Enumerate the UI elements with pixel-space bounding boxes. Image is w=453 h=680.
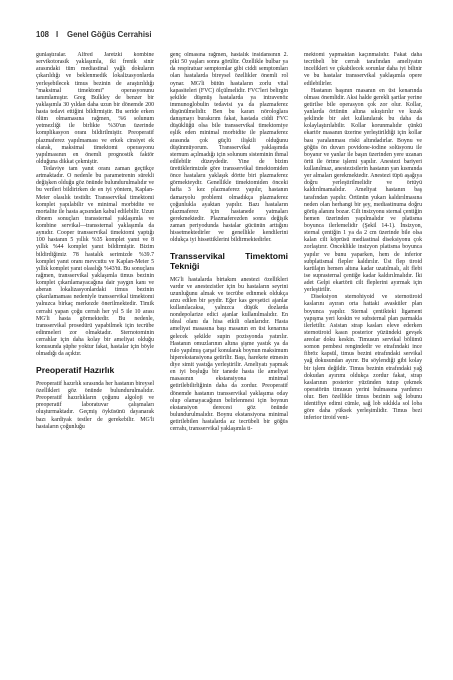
column-right bbox=[304, 52, 422, 652]
paragraph: Diseksiyon sternohiyoid ve sternotiroid kaslarını ayıran orta hattaki avasküler plan boyunca yapılır. Sternal çentikteki ligament yapışma yeri keskin ve substernal plan parmakla ilerletilir. Asistan strap kasları eleve ederken sternotiroid kasın posterior yüzündeki gevşek areolar doku keskin. Timusun servikal bölümü somon pembesi rengindedir ve etrafındaki ince fibröz kapsül, timus bezini etrafındaki servikal yağ dokusundan ayırır. Bu söylendiği gibi kolay bir işlem değildir. Timus bezinin etrafındaki yağ dokudan ayırımı oldukça zordur fakat, strap kaslarının posterior yüzünden tutup çekmek operatörün timusun yerini bulmasına yardımcı olur. Ben özellikle timus bezinin sağ lobunu identifiye edimi cümle, sağ lob sıklıkla sol loba göre daha yüksek yerleşimlidir. Timus bezi inferior tiroid veni- bbox=[304, 294, 422, 422]
paragraph: gunlaştıralar. Alfred Jaretzki kombine servikotorasik yaklaşımla, iki frenik sinir arasındaki tüm mediastinal yağlı dokuların çıkarıldığı ve beklenmedik lokalizasyonlarda yerleşebilecek timus bezinin de araştırıldığı "maksimal timektomi" operasyonunu tanımlamıştır. Greg Bulkley de benzer bir yaklaşımla 30 yıldan daha uzun bir dönemde 200 hasta tedavi ettiğini bildirmiştir. Bu seride erken ölüm olmamasına rağmen, %6 solunum yetmezliği ile birlikte %30'un üzerinde komplikasyon oranı bildirilmiştir. Preoperatif plazmaferez yapılmaması ve erkek cinsiyet ek olarak, maksimal timektomi operasyonu yapılmasının en önemli prognostik faktör olduğuna dikkat çekmiştir. bbox=[36, 52, 154, 165]
paragraph: Tedaviye tam yanıt oranı zaman geçtikçe artmaktadır. O nedenle bu parametrenin sürekli değişken olduğu göz önünde bulundurulmalıdır ve bu verileri bildirirken de en iyi yöntem, Kaplan-Meier olasılık testidir. Transservikal timektomi komplet yapılabilir ve minimal morbidite ve mortalite ile hasta açısından kabul edilebilir. Uzun dönem sonuçları transsternal yaklaşımla ve kombine servikal—transsternal yaklaşımla da aynıdır. Cooper transservikal timektomi yaptığı 100 hastanın 5 yıllık %35 komplet yanıt ve 8 yıllık %44 komplet yanıt bildirmiştir. Bizim bildirdiğimiz 78 hastalık serimizde %39.7 komplet yanıt oranı mevcuttu ve Kaplan-Meier 5 yıllık komplet yanıt olasılığı %43'tü. Bu sonuçlara rağmen, transservikal yaklaşımla timus bezinin komplet çıkarılamayacağına dair yaygın kanı ve aberan lokalizasyonlardaki timus bezinin çıkarılamaması nedeniyle transservikal timektomi yalnızca birkaç merkezde önerilmektedir. Timik cerrahi yapan çoğu cerrah her yıl 5 ile 10 arası MG'li hasta görmektedir. Bu nedenle, transservikal prosedürü yapabilmek için tecrübe edinmeleri zor olmaktadır. Sternotominin cerrahlar için daha kolay bir ameliyat olduğu konusunda şüphe yoktur fakat, hastalar için böyle olmadığı da açıktır. bbox=[36, 166, 154, 358]
column-left bbox=[36, 52, 154, 652]
column-middle bbox=[170, 52, 288, 652]
chapter-title: Genel Göğüs Cerrahisi bbox=[67, 30, 152, 39]
paragraph: MG'li hastalarda birtakım anestezi özellikleri vardır ve anestezistler için bu hastaların seyrini uzunluğunu almak ve tecrübe edinmek oldukça arzu edilen bir şeydir. Eğer kas gevşetici ajanlar kullanılacaksa, yalnızca düşük dozlarda nondepolarize edici ajanlar kullanılmalıdır. En ideal olanı da hisa etkili olanlarıdır. Hasta ameliyat masasına başı masanın en üst kenarına gelecek şekilde supin pozisyonda yatırılır. Hastanın omuzlarının altına şişme yastık ya da rulo yapılmış çarşaf konularak boynun maksimum hiperekstansiyona getirilir. Başı, harekete etmesin diye simit yastığa yerleştirilir. Ameliyatı yapmak en iyi boşluğu bir tanede hasta ile ameliyat masasının ekstansiyona minimal getirilebilirliğinin daha da zordur. Preoperatif dönemde hastanın transservikal yaklaşıma oday olup olamayacağının belirlenmesi için boynun ekstansiyon derecesi göz önünde bulundurulmalıdır. Boynu ekstansiyona minimal getirilebilen hastalarda az tecrübeli bir göğüs cerrahı, transservikal yaklaşımla ti- bbox=[170, 276, 288, 433]
running-header bbox=[36, 30, 419, 42]
paragraph: mektomi yapmaktan kaçınmalıdır. Fakat daha tecrübeli bir cerrah tarafından ameliyatın incelikleri ve çıkabilecek sorunlar daha iyi bilinir ve bu hastalar transservikal yaklaşımla opere edilebilirler. bbox=[304, 52, 422, 87]
section-heading-technique: Transservikal Timektomi Tekniği bbox=[170, 251, 288, 271]
section-heading-preoperative: Preoperatif Hazırlık bbox=[36, 365, 115, 376]
page-number: 108 bbox=[36, 30, 50, 39]
header-separator: I bbox=[56, 30, 59, 39]
paragraph: Preoperatif hazırlık sırasında her hastanın bireysel özellikleri göz önünde bulundurulmalıdır. Preoperatif hazırlıkların çoğunu algoloji ve preoperatif laboratuvar çalışmaları oluşturmaktadır. Geçmiş öyküsünü dayanarak bazı kardiyak testler de gerekebilir. MG'li hastaların çoğunluğu bbox=[36, 380, 154, 430]
paragraph: genç olmasına rağmen, hastalık insidansının 2. piki 50 yaşları sonra görülür. Özellikle bulbar ya da respiratuar semptomlar gibi ciddi semptomları olan hastalarda bireysel özellikler önemli rol oynar. MG'li bütün hastaların zorlu vital kapasiteleri (FVC) ölçülmelidir. FVC'leri belirgin şekilde düşmüş hastalarda ya intravenöz immunoglobulin tedavisi ya da plazmaferez düşünülmelidir. Ben bu kararı nörologlara danışmayı burakırım fakat, hastada ciddi FVC düşüklüğü olsa bile transservikal timektomiye eşlik eden minimal morbidite ile plazmaferez arasında çok güçlü ilişkili olduğunu düşünmüyorum. Transservikal yaklaşımda sternum açılmadığı için solunum sisteminin ihmal edilebilir düzeydedir. Yine de bizim ürettiklerimizde göre transservikal timektomiden önce hastalarıı yaklaşık dörtte biri plazmaferez görmekteydir. Genellikle timektomiden önceki hafta 3 kez plazmaferez yapılır, hastanın damaryolu problemi olmadıkça plazmaferez çoğunlukla ayaktan yapılır. Bazı hastaların plazmaferez için hastanede yatmaları gerekmektedir. Plazmaferezden sonra değişik zaman periyodunda hastalar gücünün arttığını hissetmektedirler ve genellikle kendilerini oldukça iyi hissettiklerini bildirmektedirler. bbox=[170, 52, 288, 244]
paragraph: Hastanın başının masanın en üst kenarında olması önemlidir. Aksi halde gerekli şartlar yerine getirilse bile operasyon çok zor olur. Kollar, yanlarda örtünün altına sıkıştırılır ve kızak şeklinde bir alet kullanılarak bu daha da kolaylaştırılabilir. Kollar korunmalıdır çünkü ekartör masanın üzerine yerleştirildiği için kollar bası yaralanması riski altındadırlar. Boynu ve göğüs ön duvarı povidone-iodine solüsyonu ile boyanır ve yanlar ile başın üzerinden yere uzanan örtü ile örtme işlemi yapılır. Anestezi bariyeri kullanılmaz, anestezistlerin hastanın yan kısmında yer almaları gerekmektedir. Anestezi tüpü aşağıya doğru yerleştirilmelidir ve örtüyü kaldırılmamalıdır. Ameliyat hastanın baş tarafından yapılır. Örtünün yukarı kaldırılmasına neden olan herhangi bir şey, mediastinuma doğru görüş alanını bozar. Cilt insizyonu sternal çentiğin hemen üzerinden yapılmalıdır ve platisma boyunca ilerlemelidir (Şekil 14-1). İnsizyon, sternal çentiğin 1 ya da 2 cm üzerinde bile olsa kalan cilt köprüsü mediastinal diseksiyonu çok zorlaştırır. Önceklikle insizyon platisma boyunca yapılır ve bunu yaparken, hem de inferior subplatismal flepler kaldırılır. Üst flep tiroid kartilajın hemen altına kadar uzatılmalı, alt flebi ise suprasternal çentiğe kadar kaldırılmalıdır. İki adet Gelpi ekartörü cilt fleplerini ayırmak için yerleştirilir. bbox=[304, 87, 422, 294]
